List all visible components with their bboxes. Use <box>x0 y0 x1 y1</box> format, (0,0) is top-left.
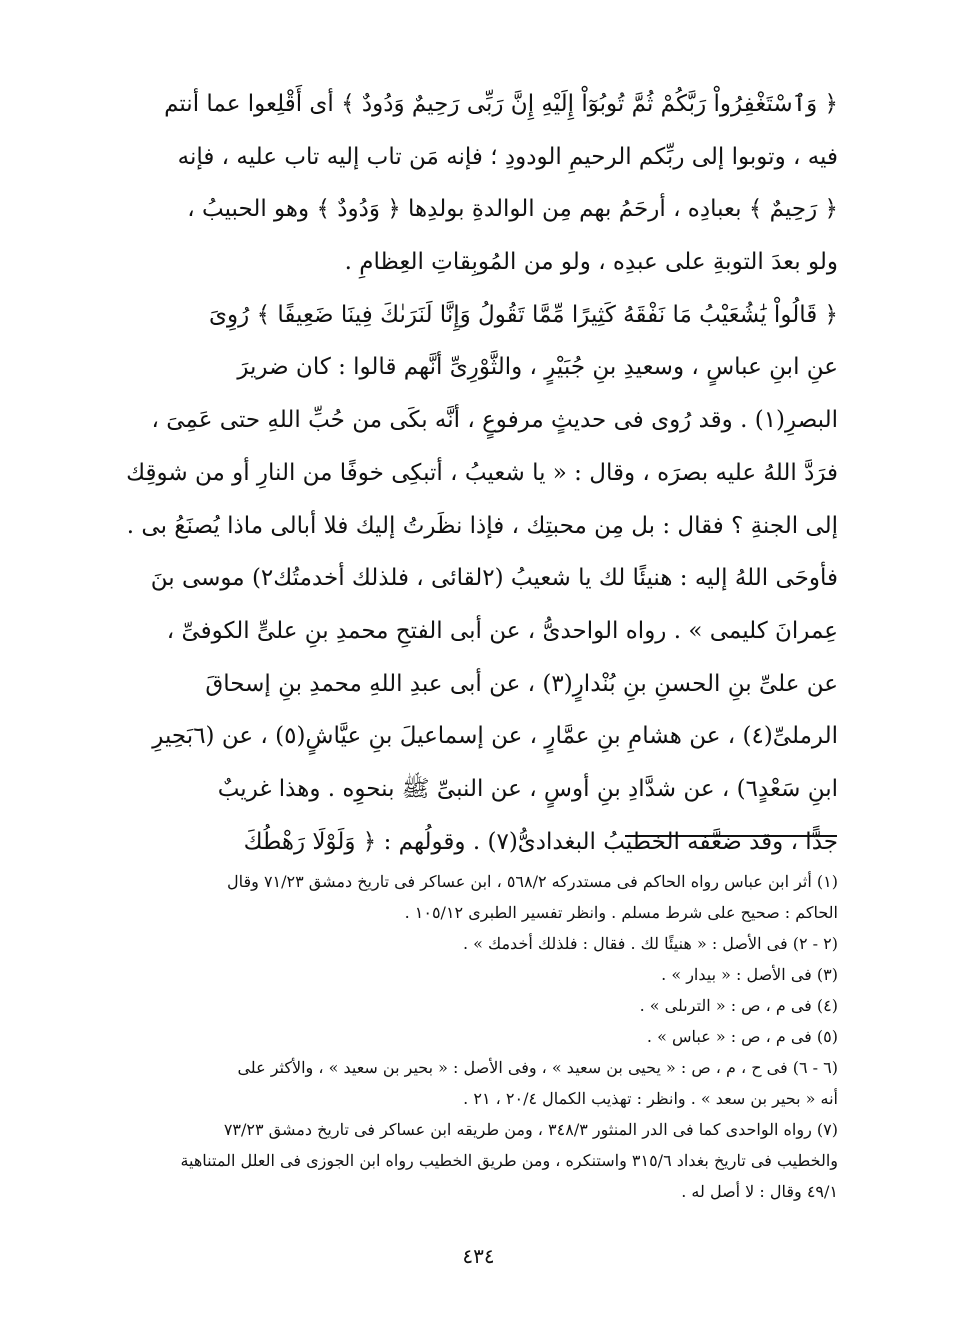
main-text-line: ولو بعدَ التوبةِ على عبدِه ، ولو من المُوبِقاتِ العِظامِ . <box>344 249 838 276</box>
footnote-line: (٦ - ٦) فى ح ، م ، ص : « يحيى بن سعيد » ، وفى الأصل : « بحير بن سعيد » ، والأكثر على <box>237 1058 838 1077</box>
footnote-line: (٢ - ٢) فى الأصل : « هنيئًا لك . فقال : فلذلك أخدمك » . <box>462 934 838 953</box>
main-text-line: عن علىِّ بنِ الحسنِ بنِ بُنْدارٍ(٣) ، عن أبى عبدِ اللهِ محمدِ بنِ إسحاقَ <box>205 670 838 697</box>
main-text-line: الرملىِّ(٤) ، عن هشامِ بنِ عمَّارٍ ، عن إسماعيلَ بنِ عيَّاشٍ(٥) ، عن (٦بَحِيرِ <box>152 723 838 750</box>
footnotes-block <box>100 866 838 1207</box>
main-text-line: عنِ ابنِ عباسٍ ، وسعيدِ بنِ جُبَيْرٍ ، والثَّوْرِىِّ أنَّهم قالوا : كان ضريرَ <box>237 354 838 381</box>
main-text-line: البصرِ(١) . وقد رُوى فى حديثٍ مرفوعٍ ، أنَّه بكَى من حُبِّ اللهِ حتى عَمِىَ ، <box>151 407 838 434</box>
main-text-line: ﴿ قَالُواْ يَٰشُعَيْبُ مَا نَفْقَهُ كَثِيرًا مِّمَّا تَقُولُ وَإِنَّا لَنَرَىٰكَ فِينَا ضَعِيفًا ﴾ رُوِىَ <box>209 301 838 328</box>
main-text-line: فأوحَى اللهُ إليه : هنيئًا لك يا شعيبُ (٢لقائى ، فلذلك أخدمتُك٢) موسى بنَ <box>150 565 838 592</box>
footnote-line: ٤٩/١ وقال : لا أصل له . <box>681 1182 838 1201</box>
footnote-separator <box>625 835 837 837</box>
main-text-line: جدًّا ، وقد ضعَّفه الخطيبُ البغدادىُّ(٧) . وقولُهم : ﴿ وَلَوْلَا رَهْطُكَ <box>243 828 838 855</box>
footnote-line: (٥) فى م ، ص : « عباس » . <box>646 1027 838 1046</box>
main-text-line: فيه ، وتوبوا إلى ربِّكم الرحيمِ الودودِ ؛ فإنه مَن تاب إليه تاب عليه ، فإنه <box>177 143 838 170</box>
main-text-line: ﴿ وَٱسْتَغْفِرُواْ رَبَّكُمْ ثُمَّ تُوبُوٓاْ إِلَيْهِ إِنَّ رَبِّى رَحِيمٌ وَدُودٌ ﴾ أى أَقْلِعوا عما أنتم <box>164 91 838 117</box>
page-number: ٤٣٤ <box>462 1244 495 1268</box>
footnote-line: أنه « بحير بن سعد » . وانظر : تهذيب الكمال ٢٠/٤ ، ٢١ . <box>463 1089 838 1108</box>
footnote-line: (٧) رواه الواحدى كما فى الدر المنثور ٣٤٨/٣ ، ومن طريقه ابن عساكر فى تاريخ دمشق ٧٣/٢٣ <box>223 1120 838 1139</box>
main-text-line: إلى الجنةِ ؟ فقال : بل مِن محبتِك ، فإذا نظَرتُ إليك فلا أبالى ماذا يُصنَعُ بى . <box>126 512 838 539</box>
main-text-line: ﴿ رَحِيمٌ ﴾ بعبادِه ، أرحَمُ بهم مِن الوالدةِ بولدِها ﴿ وَدُودٌ ﴾ وهو الحبيبُ ، <box>187 196 838 223</box>
footnote-line: (١) أثر ابن عباس رواه الحاكم فى مستدركه ٥٦٨/٢ ، ابن عساكر فى تاريخ دمشق ٧١/٢٣ وقال <box>226 872 838 891</box>
main-text-line: فرَدَّ اللهُ عليه بصرَه ، وقال : « يا شعيبُ ، أتبكِى خوفًا من النارِ أو من شوقِك <box>126 459 838 486</box>
footnote-line: الحاكم : صحيح على شرط مسلم . وانظر تفسير الطبرى ١٠٥/١٢ . <box>404 903 838 922</box>
footnote-line: (٤) فى م ، ص : « الترىلى » . <box>639 996 838 1015</box>
main-text-line: ابنِ سَعْدٍ٦) ، عن شدَّادِ بنِ أوسٍ ، عن النبىِّ ﷺ بنحوِه . وهذا غريبٌ <box>217 775 838 802</box>
footnote-line: والخطيب فى تاريخ بغداد ٣١٥/٦ واستنكره ، ومن طريق الخطيب رواه ابن الجوزى فى العلل المتناهية <box>180 1151 838 1170</box>
main-text-block <box>100 78 838 868</box>
main-text-line: عِمرانَ كليمى » . رواه الواحدىُّ ، عن أبى الفتحِ محمدِ بنِ علىٍّ الكوفىِّ ، <box>166 617 838 644</box>
footnote-line: (٣) فى الأصل : « بيدار » . <box>661 965 838 984</box>
